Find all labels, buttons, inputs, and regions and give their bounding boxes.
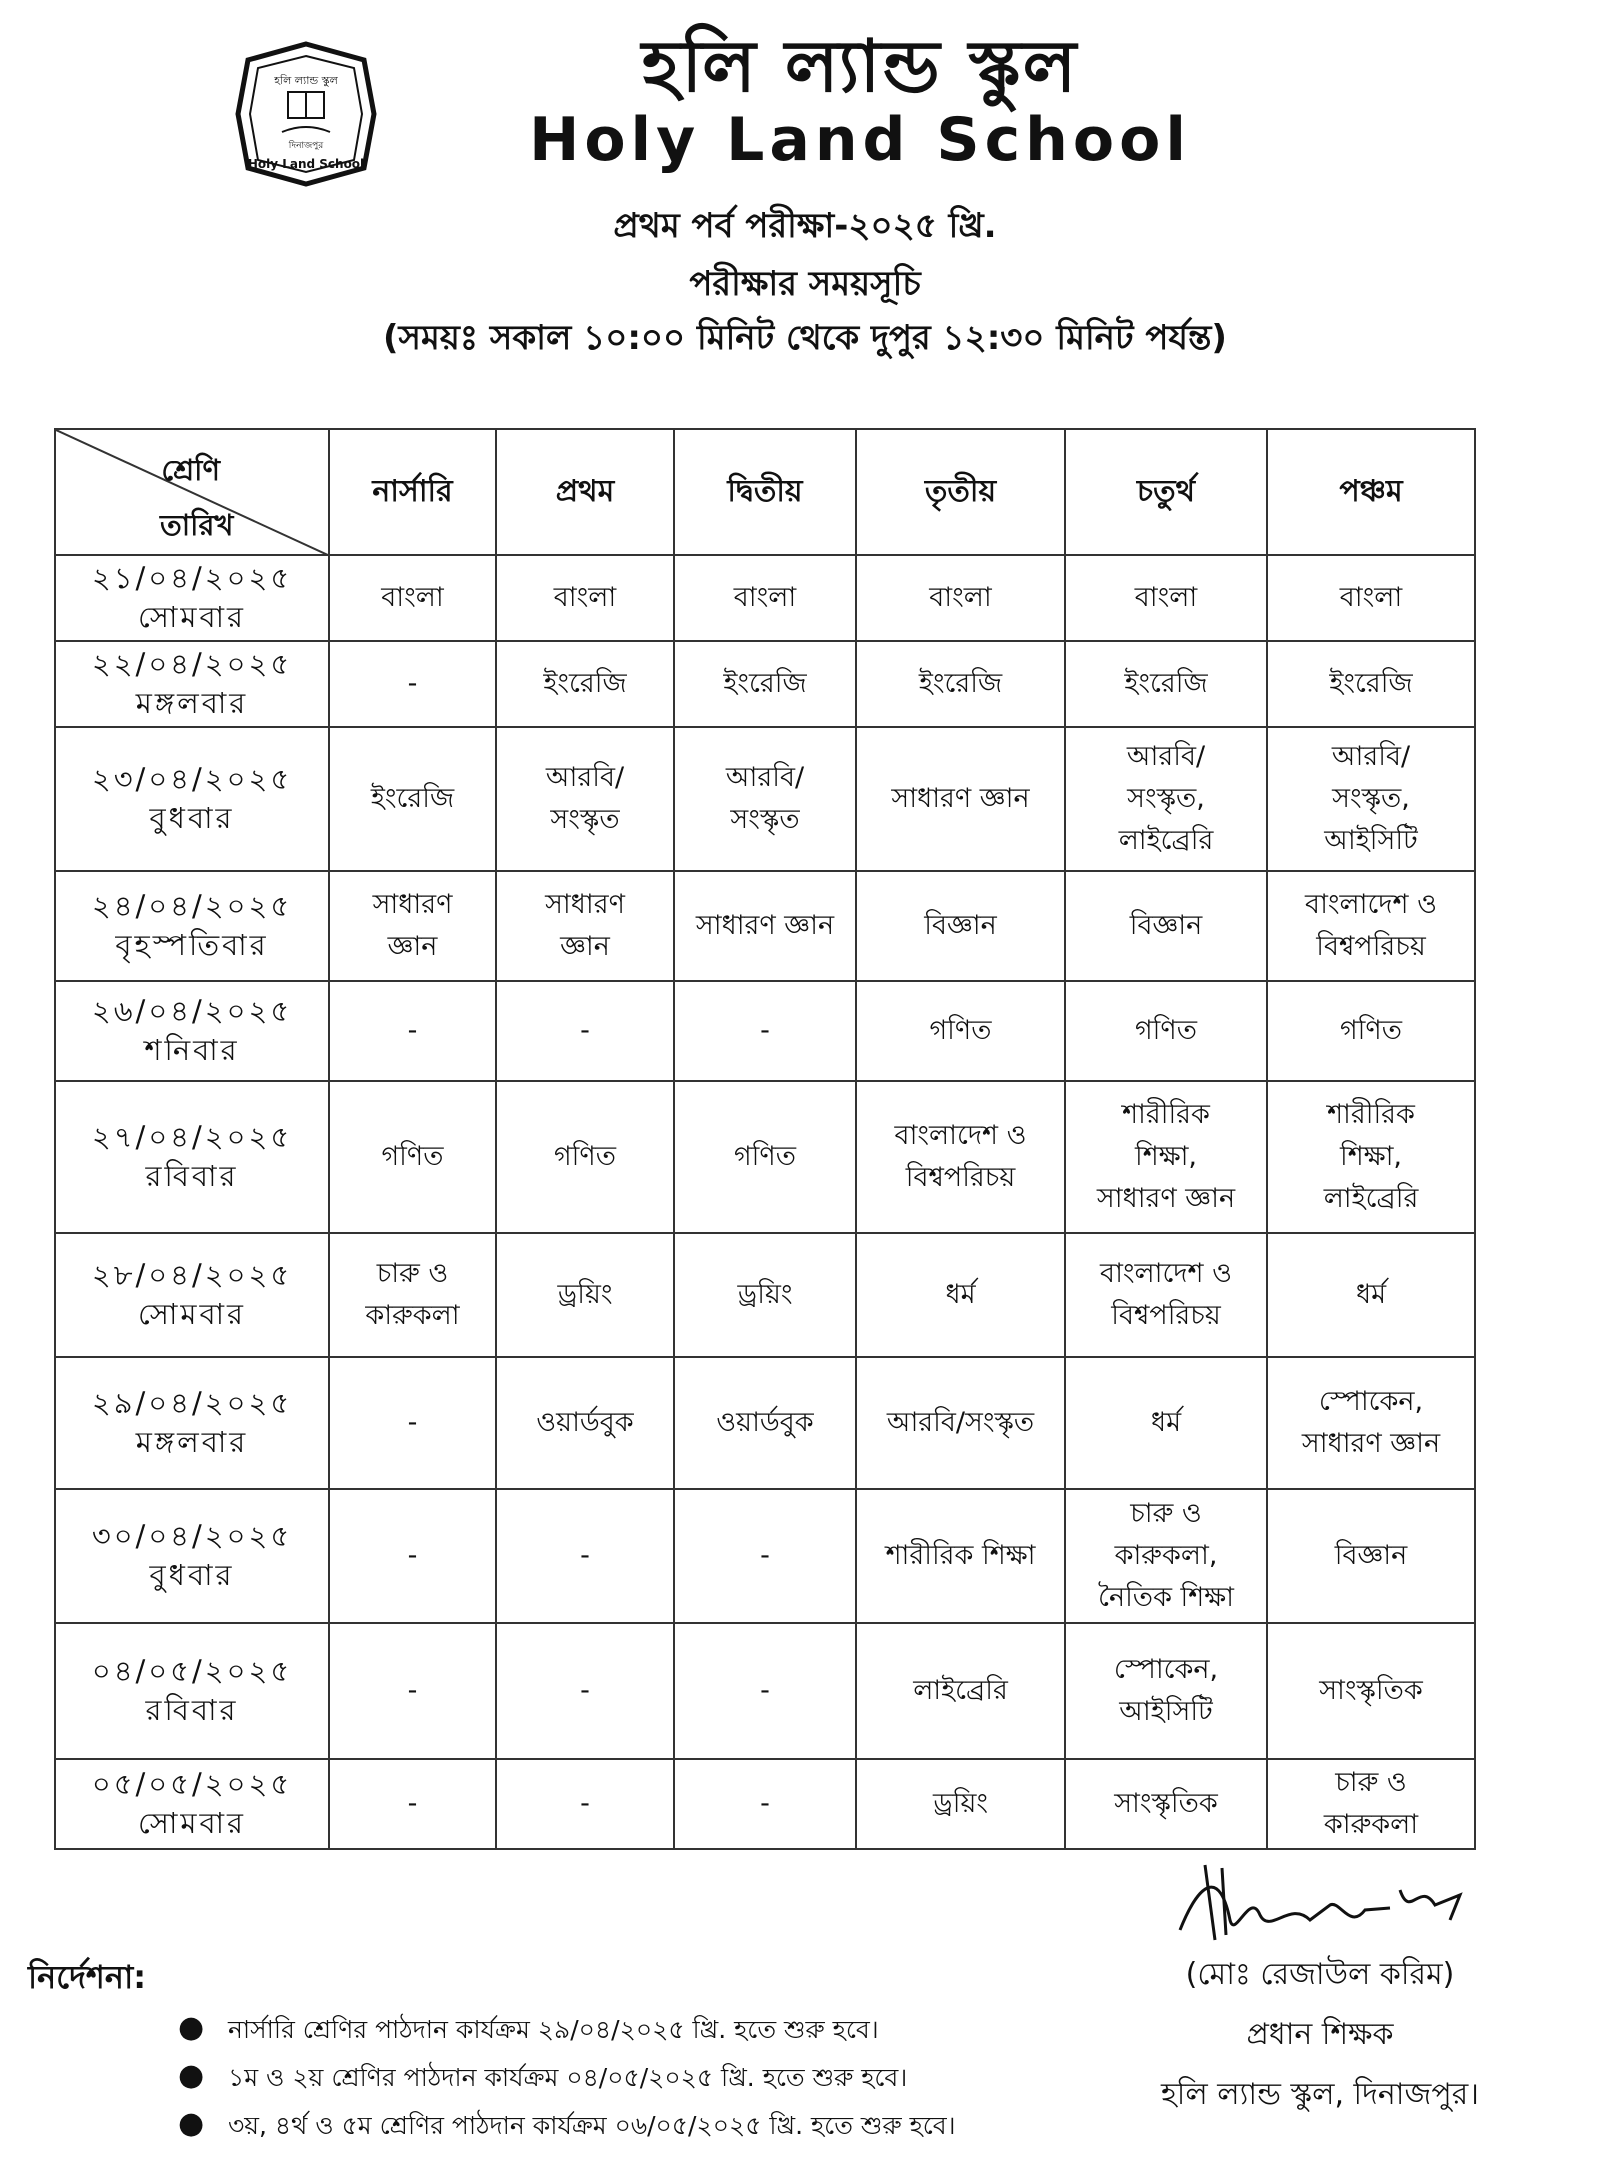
date-cell [55,1357,329,1489]
subject-cell: চারু ও কারুকলা [329,1233,496,1357]
school-name-bangla: হলি ল্যান্ড স্কুল [641,24,1079,108]
subject-cell: - [674,981,856,1081]
subject-cell: আরবি/সংস্কৃত [856,1357,1065,1489]
subject-cell: - [329,1489,496,1623]
instruction-item [178,2010,956,2058]
class-header: দ্বিতীয় [674,429,856,555]
bullet-icon: ● [178,2010,205,2045]
subject-cell: আরবি/ সংস্কৃত, লাইব্রেরি [1065,727,1267,871]
subject-cell: - [674,1623,856,1759]
subject-cell: - [329,1623,496,1759]
schedule-row [55,1623,1475,1759]
subject-cell: স্পোকেন, সাধারণ জ্ঞান [1267,1357,1475,1489]
subject-cell: বাংলা [1267,555,1475,641]
svg-text:হলি ল্যান্ড স্কুল: হলি ল্যান্ড স্কুল [274,74,338,87]
subject-cell: - [496,981,674,1081]
subject-cell: শারীরিক শিক্ষা [856,1489,1065,1623]
corner-class-label: শ্রেণি [161,453,220,487]
date-cell [55,981,329,1081]
schedule-row [55,871,1475,981]
schedule-title: পরীক্ষার সময়সূচি [689,264,921,304]
exam-day: রবিবার [145,1159,239,1193]
exam-day: শনিবার [144,1033,240,1067]
subject-cell: ধর্ম [856,1233,1065,1357]
instruction-text: নার্সারি শ্রেণির পাঠদান কার্যক্রম ২৯/০৪/২০২৫ খ্রি. হতে শুরু হবে। [228,2015,879,2044]
schedule-row [55,1081,1475,1233]
subject-cell: ইংরেজি [329,727,496,871]
subject-cell: - [329,1357,496,1489]
subject-cell: বাংলা [1065,555,1267,641]
date-cell [55,1489,329,1623]
exam-date: ০৫/০৫/২০২৫ [91,1766,293,1801]
class-header: পঞ্চম [1267,429,1475,555]
exam-date: ৩০/০৪/২০২৫ [91,1518,293,1553]
exam-day: বুধবার [149,1558,235,1592]
subject-cell: বাংলা [674,555,856,641]
headmaster-signature [1160,1860,1480,1960]
signatory-designation: প্রধান শিক্ষক [1246,2017,1394,2052]
instruction-text: ১ম ও ২য় শ্রেণির পাঠদান কার্যক্রম ০৪/০৫/২০২৫ খ্রি. হতে শুরু হবে। [228,2063,908,2092]
exam-date: ২৭/০৪/২০২৫ [91,1119,293,1154]
subject-cell: - [674,1759,856,1849]
subject-cell: ওয়ার্ডবুক [674,1357,856,1489]
subject-cell: ইংরেজি [856,641,1065,727]
instructions-list [178,2010,956,2154]
subject-cell: শারীরিক শিক্ষা, লাইব্রেরি [1267,1081,1475,1233]
class-header: চতুর্থ [1065,429,1267,555]
subject-cell: বাংলাদেশ ও বিশ্বপরিচয় [1267,871,1475,981]
exam-date: ২৮/০৪/২০২৫ [91,1257,293,1292]
exam-day: বুধবার [149,801,235,835]
schedule-row [55,641,1475,727]
subject-cell: ওয়ার্ডবুক [496,1357,674,1489]
exam-day: সোমবার [138,600,246,634]
class-header: নার্সারি [329,429,496,555]
subject-cell: গণিত [496,1081,674,1233]
schedule-row [55,727,1475,871]
schedule-row [55,1233,1475,1357]
subject-cell: স্পোকেন, আইসিটি [1065,1623,1267,1759]
subject-cell: বিজ্ঞান [1267,1489,1475,1623]
date-cell [55,871,329,981]
exam-date: ২২/০৪/২০২৫ [91,646,293,681]
class-header: তৃতীয় [856,429,1065,555]
date-cell [55,1233,329,1357]
subject-cell: গণিত [856,981,1065,1081]
subject-cell: - [496,1489,674,1623]
date-cell [55,1759,329,1849]
subject-cell: ইংরেজি [1065,641,1267,727]
exam-date: ২৯/০৪/২০২৫ [91,1385,293,1420]
subject-cell: ড্রয়িং [856,1759,1065,1849]
subject-cell: সাধারণ জ্ঞান [674,871,856,981]
subject-cell: সাধারণ জ্ঞান [496,871,674,981]
schedule-row [55,555,1475,641]
date-cell [55,1081,329,1233]
exam-day: মঙ্গলবার [135,1425,249,1459]
subject-cell: বাংলাদেশ ও বিশ্বপরিচয় [856,1081,1065,1233]
subject-cell: বাংলা [856,555,1065,641]
subject-cell: বিজ্ঞান [1065,871,1267,981]
exam-date: ২৬/০৪/২০২৫ [91,993,293,1028]
date-cell [55,1623,329,1759]
instruction-item [178,2058,956,2106]
subject-cell: বাংলা [329,555,496,641]
subject-cell: - [329,641,496,727]
exam-day: সোমবার [138,1806,246,1840]
subject-cell: শারীরিক শিক্ষা, সাধারণ জ্ঞান [1065,1081,1267,1233]
subject-cell: ড্রয়িং [674,1233,856,1357]
schedule-row [55,981,1475,1081]
instruction-text: ৩য়, ৪র্থ ও ৫ম শ্রেণির পাঠদান কার্যক্রম ০৬/০৫/২০২৫ খ্রি. হতে শুরু হবে। [228,2111,956,2140]
subject-cell: ড্রয়িং [496,1233,674,1357]
exam-date: ২৪/০৪/২০২৫ [91,888,293,923]
subject-cell: গণিত [674,1081,856,1233]
subject-cell: আরবি/ সংস্কৃত [674,727,856,871]
subject-cell: - [329,981,496,1081]
class-header: প্রথম [496,429,674,555]
date-cell [55,555,329,641]
corner-header-cell [55,429,329,555]
svg-text:Holy Land School: Holy Land School [247,157,365,171]
schedule-row [55,1357,1475,1489]
bullet-icon: ● [178,2058,205,2093]
subject-cell: চারু ও কারুকলা, নৈতিক শিক্ষা [1065,1489,1267,1623]
subject-cell: সাধারণ জ্ঞান [856,727,1065,871]
subject-cell: সাধারণ জ্ঞান [329,871,496,981]
subject-cell: গণিত [1267,981,1475,1081]
subject-cell: গণিত [1065,981,1267,1081]
subject-cell: সাংস্কৃতিক [1065,1759,1267,1849]
subject-cell: গণিত [329,1081,496,1233]
subject-cell: আরবি/ সংস্কৃত [496,727,674,871]
instructions-title: নির্দেশনা: [28,1958,147,1996]
subject-cell: সাংস্কৃতিক [1267,1623,1475,1759]
subject-cell: ইংরেজি [674,641,856,727]
exam-time-note: (সময়ঃ সকাল ১০:০০ মিনিট থেকে দুপুর ১২:৩০ মিনিট পর্যন্ত) [383,318,1227,358]
signatory-institution: হলি ল্যান্ড স্কুল, দিনাজপুর। [1161,2077,1479,2112]
school-name-english: Holy Land School [529,105,1191,175]
date-cell [55,641,329,727]
subject-cell: ধর্ম [1267,1233,1475,1357]
instruction-item [178,2106,956,2154]
exam-day: রবিবার [145,1693,239,1727]
subject-cell: বাংলা [496,555,674,641]
signatory-block [1130,1950,1510,2130]
subject-cell: বিজ্ঞান [856,871,1065,981]
exam-date: ২১/০৪/২০২৫ [91,560,293,595]
svg-text:দিনাজপুর: দিনাজপুর [288,141,324,151]
schedule-body [55,555,1475,1849]
subject-cell: - [674,1489,856,1623]
exam-title: প্রথম পর্ব পরীক্ষা-২০২৫ খ্রি. [613,206,997,246]
subject-cell: - [496,1759,674,1849]
bullet-icon: ● [178,2106,205,2141]
table-header-row [55,429,1475,555]
corner-date-label: তারিখ [160,508,234,543]
exam-day: সোমবার [138,1297,246,1331]
date-cell [55,727,329,871]
signatory-name: (মোঃ রেজাউল করিম) [1185,1957,1455,1992]
exam-date: ২৩/০৪/২০২৫ [91,761,293,796]
subject-cell: - [329,1759,496,1849]
subject-cell: চারু ও কারুকলা [1267,1759,1475,1849]
exam-day: বৃহস্পতিবার [115,928,269,962]
exam-schedule-table [54,428,1476,1850]
schedule-row [55,1489,1475,1623]
exam-day: মঙ্গলবার [135,686,249,720]
subject-cell: লাইব্রেরি [856,1623,1065,1759]
subject-cell: বাংলাদেশ ও বিশ্বপরিচয় [1065,1233,1267,1357]
exam-date: ০৪/০৫/২০২৫ [91,1653,293,1688]
subject-cell: - [496,1623,674,1759]
subject-cell: আরবি/ সংস্কৃত, আইসিটি [1267,727,1475,871]
school-logo-seal [232,40,380,188]
subject-cell: ইংরেজি [496,641,674,727]
subject-cell: ইংরেজি [1267,641,1475,727]
schedule-row [55,1759,1475,1849]
subject-cell: ধর্ম [1065,1357,1267,1489]
